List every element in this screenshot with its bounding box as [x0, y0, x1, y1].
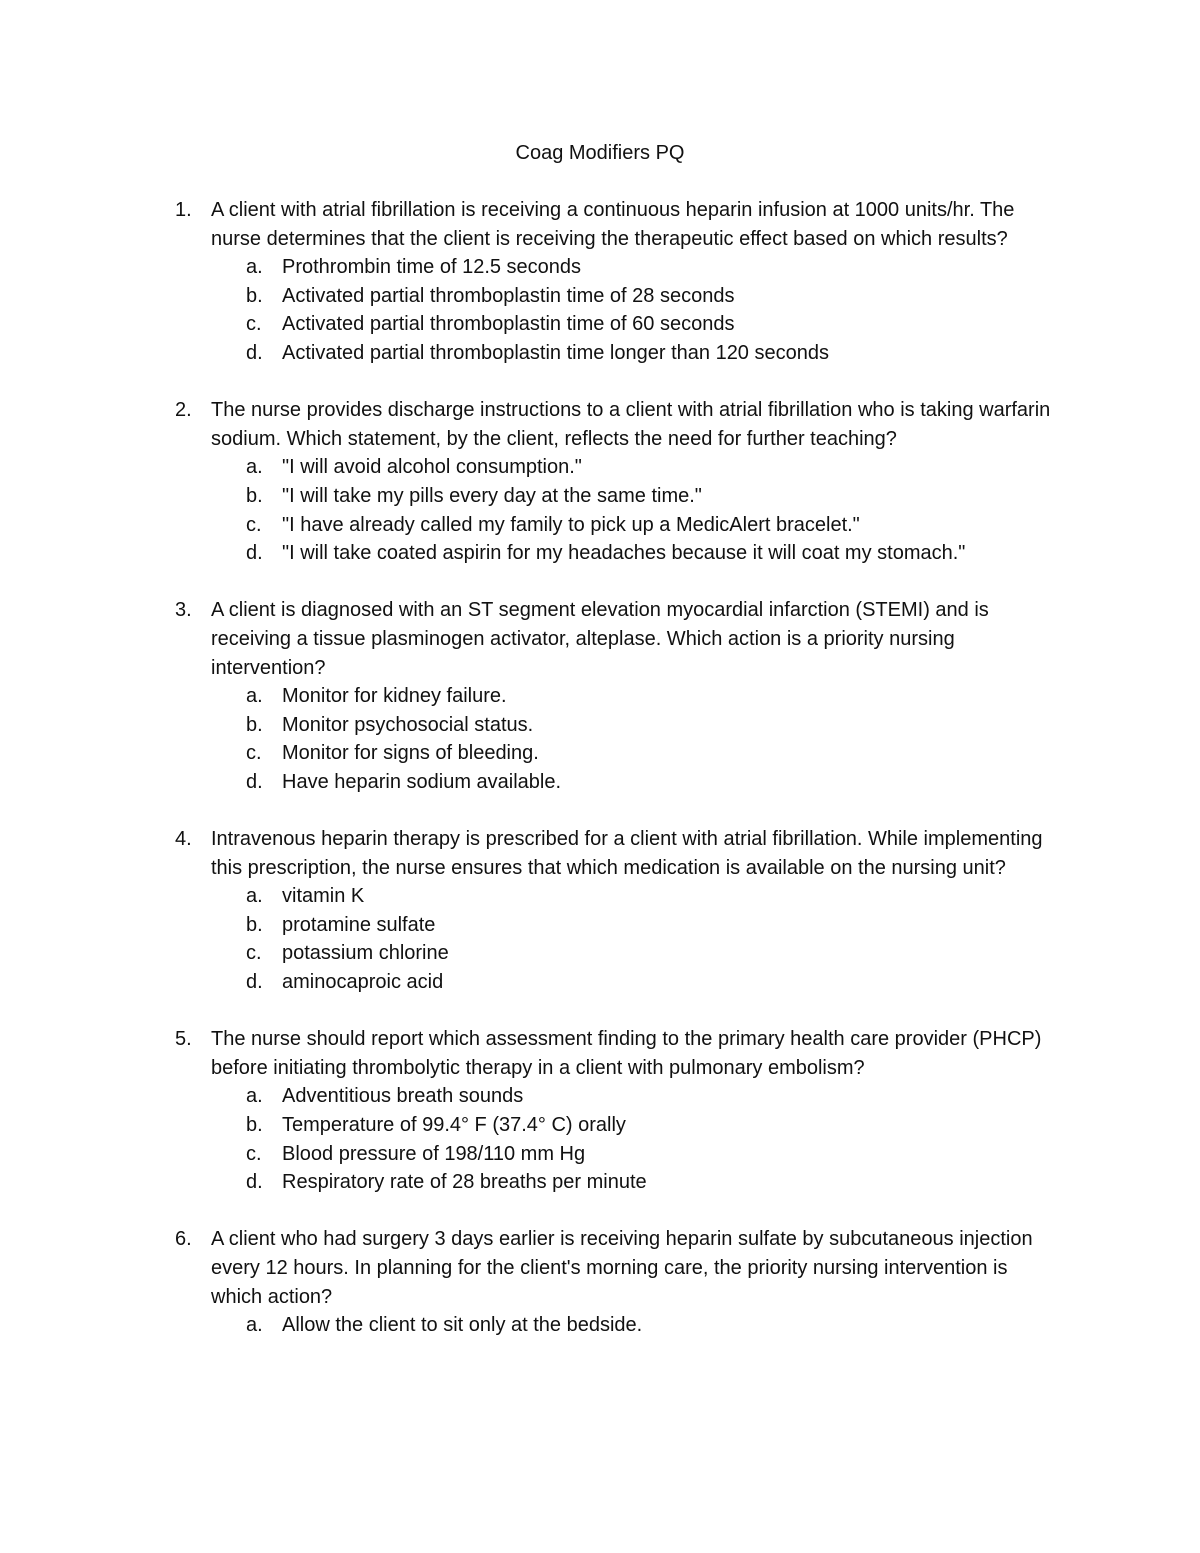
option-letter: c. — [246, 1142, 262, 1165]
answer-option — [211, 768, 1060, 797]
option-text: Monitor for kidney failure. — [282, 685, 507, 708]
option-text: Monitor psychosocial status. — [282, 713, 534, 736]
answer-option — [211, 539, 1060, 568]
option-letter: c. — [246, 313, 262, 336]
answer-option — [211, 1311, 1060, 1340]
question-item — [0, 825, 1200, 997]
answer-option — [211, 939, 1060, 968]
option-letter: d. — [246, 770, 263, 793]
answer-option — [211, 882, 1060, 911]
option-text: Have heparin sodium available. — [282, 770, 562, 793]
option-letter: a. — [246, 1085, 263, 1108]
question-number: 5. — [175, 1028, 192, 1051]
option-text: Blood pressure of 198/110 mm Hg — [282, 1142, 586, 1165]
option-letter: a. — [246, 685, 263, 708]
answer-option — [211, 1111, 1060, 1140]
answer-option — [211, 682, 1060, 711]
question-item — [0, 596, 1200, 796]
option-text: Prothrombin time of 12.5 seconds — [282, 256, 582, 279]
question-number: 3. — [175, 599, 192, 622]
question-item — [0, 396, 1200, 568]
option-letter: b. — [246, 284, 263, 307]
question-text: Intravenous heparin therapy is prescribed for a client with atrial fibrillation. While implementing this prescription, the nurse ensures that which medication is available on the nursing unit? — [211, 828, 1043, 879]
question-text: The nurse provides discharge instructions to a client with atrial fibrillation who is taking warfarin sodium. Which statement, by the client, reflects the need for further teaching? — [211, 399, 1051, 450]
option-text: Activated partial thromboplastin time of 28 seconds — [282, 284, 735, 307]
answer-option — [211, 911, 1060, 940]
option-text: Monitor for signs of bleeding. — [282, 742, 539, 765]
answer-option — [211, 511, 1060, 540]
question-item — [0, 1025, 1200, 1197]
option-text: "I will take my pills every day at the same time." — [282, 484, 702, 507]
answer-option — [211, 1140, 1060, 1169]
question-item — [0, 1225, 1200, 1339]
option-text: Activated partial thromboplastin time longer than 120 seconds — [282, 341, 829, 364]
question-text: The nurse should report which assessment finding to the primary health care provider (PHCP) before initiating thrombolytic therapy in a client with pulmonary embolism? — [211, 1028, 1042, 1079]
answer-option — [211, 968, 1060, 997]
answer-options — [211, 453, 1060, 567]
answer-option — [211, 1082, 1060, 1111]
question-number: 1. — [175, 199, 192, 221]
question-number: 6. — [175, 1228, 192, 1251]
option-letter: c. — [246, 942, 262, 965]
option-letter: a. — [246, 256, 263, 279]
answer-option — [211, 711, 1060, 740]
option-letter: b. — [246, 913, 263, 936]
question-number: 4. — [175, 828, 192, 851]
option-text: vitamin K — [282, 885, 365, 908]
option-letter: c. — [246, 513, 262, 536]
option-text: Adventitious breath sounds — [282, 1085, 524, 1108]
option-text: potassium chlorine — [282, 942, 449, 965]
question-item — [0, 196, 1200, 368]
option-letter: d. — [246, 1171, 263, 1194]
option-text: protamine sulfate — [282, 913, 436, 936]
answer-option — [211, 739, 1060, 768]
question-number: 2. — [175, 399, 192, 422]
option-letter: d. — [246, 542, 263, 565]
answer-options — [211, 1311, 1060, 1340]
option-text: Respiratory rate of 28 breaths per minute — [282, 1171, 647, 1194]
question-text: A client with atrial fibrillation is receiving a continuous heparin infusion at 1000 units/hr. The nurse determines that the client is receiving the therapeutic effect based on which results? — [211, 199, 1015, 250]
option-letter: c. — [246, 742, 262, 765]
question-text: A client is diagnosed with an ST segment elevation myocardial infarction (STEMI) and is receiving a tissue plasminogen activator, alteplase. Which action is a priority nursing intervention? — [211, 599, 989, 679]
option-text: Allow the client to sit only at the bedside. — [282, 1314, 643, 1337]
option-text: "I will take coated aspirin for my headaches because it will coat my stomach." — [282, 542, 966, 565]
answer-option — [211, 253, 1060, 282]
option-text: Activated partial thromboplastin time of 60 seconds — [282, 313, 735, 336]
option-letter: b. — [246, 1114, 263, 1136]
option-letter: b. — [246, 484, 263, 507]
answer-options — [211, 682, 1060, 796]
answer-option — [211, 453, 1060, 482]
option-text: "I will avoid alcohol consumption." — [282, 456, 582, 479]
question-list — [0, 196, 1200, 1368]
answer-option — [211, 1168, 1060, 1197]
question-text: A client who had surgery 3 days earlier is receiving heparin sulfate by subcutaneous injection every 12 hours. In planning for the client's morning care, the priority nursing intervention is which action? — [211, 1228, 1033, 1308]
answer-option — [211, 310, 1060, 339]
answer-options — [211, 253, 1060, 367]
answer-option — [211, 282, 1060, 311]
option-letter: a. — [246, 1314, 263, 1337]
answer-option — [211, 482, 1060, 511]
option-text: aminocaproic acid — [282, 971, 444, 994]
option-letter: d. — [246, 341, 263, 364]
option-letter: a. — [246, 885, 263, 908]
answer-options — [211, 1082, 1060, 1196]
option-letter: d. — [246, 971, 263, 994]
option-text: "I have already called my family to pick up a MedicAlert bracelet." — [282, 513, 860, 536]
document-title: Coag Modifiers PQ — [515, 142, 685, 164]
option-text: Temperature of 99.4° F (37.4° C) orally — [282, 1114, 626, 1136]
option-letter: a. — [246, 456, 263, 479]
answer-options — [211, 882, 1060, 996]
answer-option — [211, 339, 1060, 368]
option-letter: b. — [246, 713, 263, 736]
